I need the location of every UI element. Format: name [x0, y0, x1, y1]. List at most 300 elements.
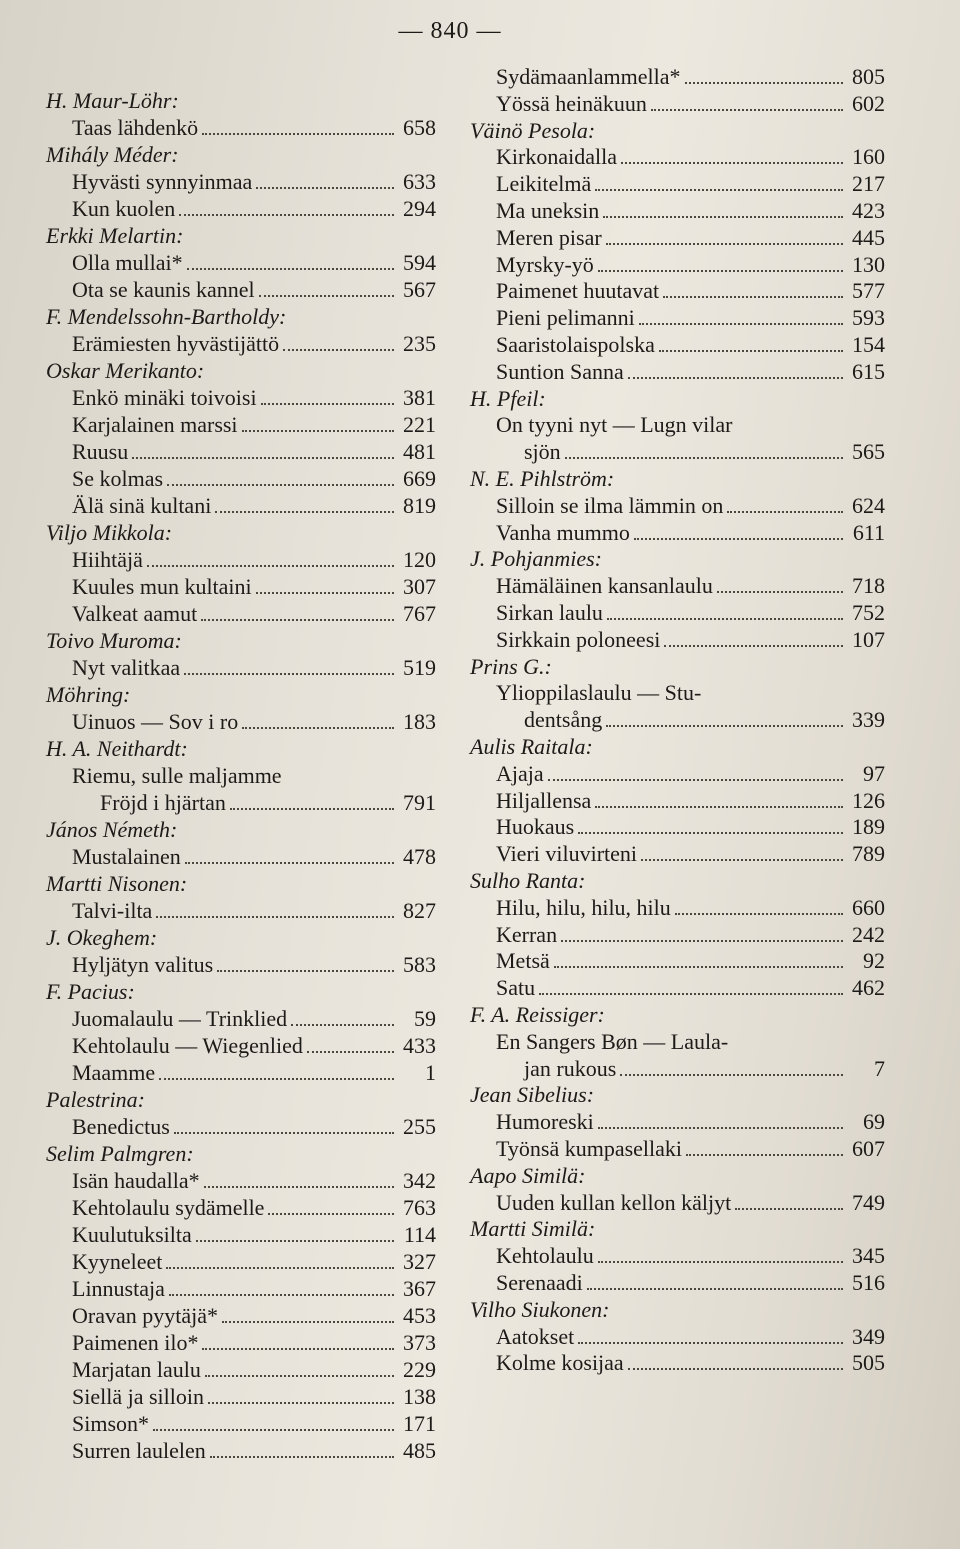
index-entry — [72, 466, 436, 493]
song-title-continued: Fröjd i hjärtan — [100, 790, 226, 815]
index-entry — [496, 1243, 885, 1270]
composer-heading: N. E. Pihlström: — [470, 466, 615, 491]
index-entry — [72, 547, 436, 574]
index-entry — [496, 171, 885, 198]
leader-dots — [202, 1348, 394, 1350]
page-ref: 583 — [403, 952, 436, 977]
song-title: Huokaus — [496, 814, 575, 840]
composer-heading: Sulho Ranta: — [470, 868, 586, 893]
page-ref: 120 — [403, 547, 436, 572]
song-title: Työnsä kumpasellaki — [496, 1136, 683, 1161]
index-entry — [72, 1276, 436, 1303]
leader-dots — [256, 592, 394, 594]
song-title: Kerran — [496, 921, 558, 947]
index-entry — [72, 1222, 436, 1249]
leader-dots — [159, 1078, 394, 1080]
page-ref: 373 — [403, 1330, 436, 1355]
song-title: Älä sinä kultani — [72, 493, 212, 518]
song-title: Marjatan laulu — [72, 1357, 201, 1382]
index-entry-continued — [496, 707, 885, 734]
song-title: Hiljallensa — [496, 787, 592, 813]
song-title: Ajaja — [496, 760, 544, 786]
composer-heading: H. Maur-Löhr: — [46, 88, 179, 113]
leader-dots — [179, 214, 394, 216]
index-entry — [72, 1303, 436, 1330]
page-ref: 752 — [852, 600, 885, 625]
song-title: Myrsky-yö — [496, 251, 594, 277]
index-entry — [72, 439, 436, 466]
song-title: Kirkonaidalla — [496, 144, 617, 170]
leader-dots — [595, 806, 843, 808]
page-number: — 840 — — [398, 18, 502, 44]
composer-heading: Mihály Méder: — [46, 142, 179, 167]
page-ref: 453 — [403, 1303, 436, 1328]
leader-dots — [651, 109, 843, 111]
page-ref: 819 — [403, 493, 436, 518]
song-title: Olla mullai* — [72, 250, 183, 275]
index-entry — [72, 763, 436, 790]
leader-dots — [675, 913, 843, 915]
song-title: Silloin se ilma lämmin on — [496, 492, 724, 518]
index-entry — [496, 252, 885, 279]
page-ref: 669 — [403, 466, 436, 491]
song-title: Kuules mun kultaini — [72, 574, 252, 599]
leader-dots — [595, 189, 843, 191]
leader-dots — [217, 970, 394, 972]
leader-dots — [641, 859, 843, 861]
leader-dots — [242, 727, 394, 729]
leader-dots — [174, 1132, 394, 1134]
page-ref: 593 — [852, 305, 885, 331]
leader-dots — [659, 350, 843, 352]
leader-dots — [208, 1402, 394, 1404]
song-title: Serenaadi — [496, 1270, 583, 1295]
index-entry — [496, 1350, 885, 1377]
leader-dots — [215, 511, 394, 513]
leader-dots — [256, 187, 394, 189]
song-title: Sirkan laulu — [496, 600, 603, 625]
index-entry — [496, 1190, 885, 1217]
page-ref: 478 — [403, 844, 436, 869]
page-ref: 342 — [403, 1168, 436, 1193]
leader-dots — [620, 1074, 843, 1076]
page-ref: 519 — [403, 655, 436, 680]
index-entry — [72, 250, 436, 277]
page-ref: 107 — [852, 626, 885, 652]
page-ref: 611 — [852, 519, 885, 545]
index-entry — [72, 277, 436, 304]
song-title: Maamme — [72, 1060, 156, 1085]
leader-dots — [735, 1208, 843, 1210]
song-title: Kehtolaulu sydämelle — [72, 1195, 265, 1220]
song-title: Talvi-ilta — [72, 898, 153, 923]
page-ref: 767 — [403, 601, 436, 626]
song-title-continued: sjön — [524, 439, 561, 465]
index-entry — [72, 412, 436, 439]
song-title: Hyljätyn valitus — [72, 952, 214, 977]
song-title: Ota se kaunis kannel — [72, 277, 255, 302]
page-ref: 516 — [852, 1270, 885, 1295]
song-title: Suntion Sanna — [496, 358, 624, 384]
page-ref: 229 — [403, 1357, 436, 1382]
song-title: Surren laulelen — [72, 1438, 206, 1463]
song-title: En Sangers Bøn — Laula- — [496, 1028, 729, 1054]
song-title: Hilu, hilu, hilu, hilu — [496, 894, 671, 920]
index-entry-continued — [72, 790, 436, 817]
song-title: Kolme kosijaa — [496, 1350, 624, 1376]
page-ref: 255 — [403, 1114, 436, 1139]
song-title: Uinuos — Sov i ro — [72, 709, 239, 734]
page-ref: 791 — [403, 790, 436, 815]
page-ref: 481 — [403, 439, 436, 464]
page-ref: 805 — [852, 64, 885, 89]
index-entry — [72, 1438, 436, 1465]
song-title: Saaristolaispolska — [496, 332, 655, 357]
leader-dots — [548, 779, 843, 781]
index-entry — [72, 1060, 436, 1087]
song-title: Paimenet huutavat — [496, 278, 660, 304]
composer-heading: Prins G.: — [470, 653, 552, 679]
page-ref: 789 — [852, 841, 885, 867]
composer-heading: H. A. Neithardt: — [46, 736, 188, 761]
page-ref: 114 — [403, 1222, 436, 1247]
page-ref: 183 — [403, 709, 436, 734]
page-ref: 433 — [403, 1033, 436, 1058]
leader-dots — [554, 966, 843, 968]
index-entry — [72, 655, 436, 682]
page-ref: 130 — [852, 251, 885, 277]
page-ref: 749 — [852, 1189, 885, 1215]
index-entry — [496, 841, 885, 868]
page-ref: 217 — [852, 171, 885, 197]
page-ref: 69 — [863, 1109, 885, 1135]
page-ref: 423 — [852, 198, 885, 223]
composer-heading: F. Mendelssohn-Bartholdy: — [46, 304, 287, 329]
leader-dots — [307, 1051, 394, 1053]
song-title: Kun kuolen — [72, 196, 176, 221]
page-ref: 367 — [403, 1276, 436, 1301]
index-entry — [496, 305, 885, 332]
song-title: Hyvästi synnyinmaa — [72, 169, 253, 194]
song-title: Linnustaja — [72, 1276, 165, 1301]
index-entry — [72, 1006, 436, 1033]
leader-dots — [205, 1375, 394, 1377]
index-entry — [72, 709, 436, 736]
leader-dots — [603, 216, 843, 218]
composer-heading: Väinö Pesola: — [470, 117, 596, 143]
song-title: Hämäläinen kansanlaulu — [496, 573, 713, 599]
song-title: Oravan pyytäjä* — [72, 1303, 218, 1328]
index-entry — [496, 144, 885, 171]
index-entry — [496, 814, 885, 841]
song-title: Satu — [496, 975, 536, 1001]
index-entry — [496, 332, 885, 359]
page-ref: 154 — [852, 332, 885, 357]
leader-dots — [242, 430, 394, 432]
song-title: Enkö minäki toivoisi — [72, 385, 257, 410]
song-title: Vanha mummo — [496, 519, 630, 545]
page-ref: 633 — [403, 169, 436, 194]
leader-dots — [621, 162, 843, 164]
composer-heading: H. Pfeil: — [470, 385, 546, 411]
index-entry — [72, 1330, 436, 1357]
index-entry — [496, 895, 885, 922]
index-entry — [72, 169, 436, 196]
leader-dots — [222, 1321, 394, 1323]
song-title: Benedictus — [72, 1114, 170, 1139]
page-ref: 624 — [852, 492, 885, 518]
leader-dots — [185, 862, 394, 864]
index-entry — [496, 520, 885, 547]
page-ref: 615 — [852, 358, 885, 384]
song-title: On tyyni nyt — Lugn vilar — [496, 412, 733, 438]
leader-dots — [201, 619, 394, 621]
index-entry — [72, 898, 436, 925]
page-ref: 97 — [863, 760, 885, 786]
index-entry-continued — [496, 439, 885, 466]
index-entry — [496, 975, 885, 1002]
leader-dots — [578, 832, 843, 834]
page-ref: 485 — [403, 1438, 436, 1463]
composer-heading: J. Pohjanmies: — [470, 546, 602, 572]
song-title: Nyt valitkaa — [72, 655, 181, 680]
leader-dots — [686, 1154, 843, 1156]
song-title: Kehtolaulu — Wiegenlied — [72, 1033, 303, 1058]
song-title: Isän haudalla* — [72, 1168, 200, 1193]
page-ref: 327 — [403, 1249, 436, 1274]
leader-dots — [606, 725, 843, 727]
page-ref: 349 — [852, 1323, 885, 1349]
song-title: Aatokset — [496, 1323, 575, 1349]
page-ref: 294 — [403, 196, 436, 221]
index-entry — [72, 1195, 436, 1222]
leader-dots — [153, 1429, 394, 1431]
song-title: Kuulutuksilta — [72, 1222, 192, 1247]
song-title: Riemu, sulle maljamme — [72, 763, 282, 788]
leader-dots — [663, 296, 843, 298]
leader-dots — [156, 916, 394, 918]
song-title: Karjalainen marssi — [72, 412, 238, 437]
leader-dots — [628, 1368, 843, 1370]
leader-dots — [167, 484, 394, 486]
index-entry — [72, 574, 436, 601]
page-ref: 505 — [852, 1350, 885, 1376]
index-entry — [496, 627, 885, 654]
leader-dots — [169, 1294, 394, 1296]
index-entry — [72, 1033, 436, 1060]
index-entry — [72, 1249, 436, 1276]
index-entry — [72, 1411, 436, 1438]
leader-dots — [202, 133, 394, 135]
song-title-continued: dentsång — [524, 707, 603, 733]
composer-heading: Martti Similä: — [470, 1216, 596, 1242]
composer-heading: Palestrina: — [46, 1087, 145, 1112]
composer-heading: Martti Nisonen: — [46, 871, 188, 896]
page-ref: 92 — [863, 948, 885, 974]
composer-heading: J. Okeghem: — [46, 925, 158, 950]
index-entry — [72, 331, 436, 358]
page-ref: 160 — [852, 144, 885, 170]
leader-dots — [283, 349, 394, 351]
song-title: Ruusu — [72, 439, 129, 464]
leader-dots — [598, 1127, 843, 1129]
song-title: Pieni pelimanni — [496, 305, 635, 331]
page-ref: 1 — [425, 1060, 436, 1085]
index-entry — [496, 1136, 885, 1163]
leader-dots — [639, 323, 843, 325]
song-title: Siellä ja silloin — [72, 1384, 204, 1409]
song-title: Mustalainen — [72, 844, 181, 869]
leader-dots — [184, 673, 394, 675]
song-title: Paimenen ilo* — [72, 1330, 199, 1355]
song-title: Simson* — [72, 1411, 150, 1436]
leader-dots — [727, 511, 843, 513]
index-entry — [496, 493, 885, 520]
composer-heading: F. Pacius: — [46, 979, 135, 1004]
page-ref: 235 — [403, 331, 436, 356]
page-ref: 763 — [403, 1195, 436, 1220]
index-entry-continued — [496, 1056, 885, 1083]
song-title: Sydämaanlammella* — [496, 64, 681, 89]
page-ref: 567 — [403, 277, 436, 302]
index-entry — [496, 359, 885, 386]
leader-dots — [628, 377, 843, 379]
leader-dots — [598, 1261, 843, 1263]
leader-dots — [204, 1186, 394, 1188]
page-ref: 381 — [403, 385, 436, 410]
leader-dots — [132, 457, 394, 459]
page-ref: 658 — [403, 115, 436, 140]
song-title: Taas lähdenkö — [72, 115, 199, 140]
composer-heading: Erkki Melartin: — [46, 223, 184, 248]
index-entry — [496, 225, 885, 252]
index-entry — [72, 196, 436, 223]
composer-heading: Oskar Merikanto: — [46, 358, 205, 383]
index-entry — [72, 601, 436, 628]
index-entry — [496, 788, 885, 815]
index-entry — [496, 761, 885, 788]
page-ref: 126 — [852, 787, 885, 813]
index-entry — [72, 844, 436, 871]
leader-dots — [259, 295, 394, 297]
leader-dots — [561, 940, 843, 942]
leader-dots — [578, 1342, 843, 1344]
index-entry — [496, 64, 885, 91]
leader-dots — [187, 268, 394, 270]
index-entry — [72, 1114, 436, 1141]
index-entry — [496, 948, 885, 975]
song-title: Ma uneksin — [496, 198, 600, 223]
song-title: Uuden kullan kellon käljyt — [496, 1189, 732, 1215]
song-title: Se kolmas — [72, 466, 164, 491]
page-ref: 59 — [414, 1006, 436, 1031]
page-ref: 445 — [852, 224, 885, 250]
song-title: Erämiesten hyvästijättö — [72, 331, 280, 356]
composer-heading: Aulis Raitala: — [470, 734, 593, 759]
page-ref: 594 — [403, 250, 436, 275]
leader-dots — [196, 1240, 394, 1242]
song-title: Kehtolaulu — [496, 1243, 594, 1269]
index-entry — [72, 1357, 436, 1384]
index-entry — [496, 1324, 885, 1351]
page-ref: 827 — [403, 898, 436, 923]
index-entry — [496, 1029, 885, 1056]
page-ref: 189 — [852, 814, 885, 840]
leader-dots — [664, 645, 843, 647]
page-ref: 221 — [403, 412, 436, 437]
index-entry — [496, 680, 885, 707]
page-ref: 242 — [852, 921, 885, 947]
page-ref: 345 — [852, 1243, 885, 1269]
index-entry — [72, 115, 436, 142]
song-title: Leikitelmä — [496, 171, 592, 197]
composer-heading: Viljo Mikkola: — [46, 520, 173, 545]
page-ref: 577 — [852, 278, 885, 304]
index-entry — [72, 385, 436, 412]
index-entry — [72, 1168, 436, 1195]
page-ref: 660 — [852, 894, 885, 920]
song-title: Yössä heinäkuun — [496, 90, 647, 116]
index-entry — [496, 198, 885, 225]
composer-heading: Vilho Siukonen: — [470, 1296, 610, 1322]
index-entry — [496, 573, 885, 600]
song-title: Juomalaulu — Trinklied — [72, 1006, 288, 1031]
index-entry — [496, 1270, 885, 1297]
composer-heading: Aapo Similä: — [470, 1162, 586, 1188]
composer-heading: Möhring: — [46, 682, 131, 707]
song-title-continued: jan rukous — [524, 1055, 617, 1081]
composer-heading: János Németh: — [46, 817, 178, 842]
leader-dots — [147, 565, 394, 567]
song-title: Sirkkain poloneesi — [496, 626, 661, 652]
index-entry — [496, 1109, 885, 1136]
song-title: Metsä — [496, 948, 550, 974]
composer-heading: Selim Palmgren: — [46, 1141, 194, 1166]
song-title: Meren pisar — [496, 224, 602, 250]
song-title: Kyyneleet — [72, 1249, 163, 1274]
leader-dots — [717, 591, 843, 593]
page-ref: 7 — [874, 1055, 885, 1081]
leader-dots — [607, 618, 843, 620]
song-title: Vieri viluvirteni — [496, 841, 638, 867]
leader-dots — [587, 1288, 843, 1290]
page-ref: 339 — [852, 707, 885, 733]
leader-dots — [598, 270, 843, 272]
index-entry — [496, 922, 885, 949]
leader-dots — [291, 1024, 394, 1026]
composer-heading: Jean Sibelius: — [470, 1082, 595, 1108]
song-title: Valkeat aamut — [72, 601, 198, 626]
leader-dots — [606, 243, 843, 245]
leader-dots — [539, 993, 843, 995]
index-entry — [496, 278, 885, 305]
leader-dots — [268, 1213, 394, 1215]
index-entry — [72, 952, 436, 979]
composer-heading: F. A. Reissiger: — [470, 1002, 605, 1027]
leader-dots — [685, 82, 844, 84]
index-entry — [72, 1384, 436, 1411]
composer-heading: Toivo Muroma: — [46, 628, 182, 653]
page-ref: 307 — [403, 574, 436, 599]
leader-dots — [634, 538, 843, 540]
page-ref: 718 — [852, 573, 885, 599]
page-ref: 607 — [852, 1136, 885, 1161]
song-title: Hiihtäjä — [72, 547, 143, 572]
song-title: Humoreski — [496, 1109, 594, 1135]
index-entry — [496, 600, 885, 627]
page-ref: 565 — [852, 439, 885, 465]
leader-dots — [261, 403, 394, 405]
